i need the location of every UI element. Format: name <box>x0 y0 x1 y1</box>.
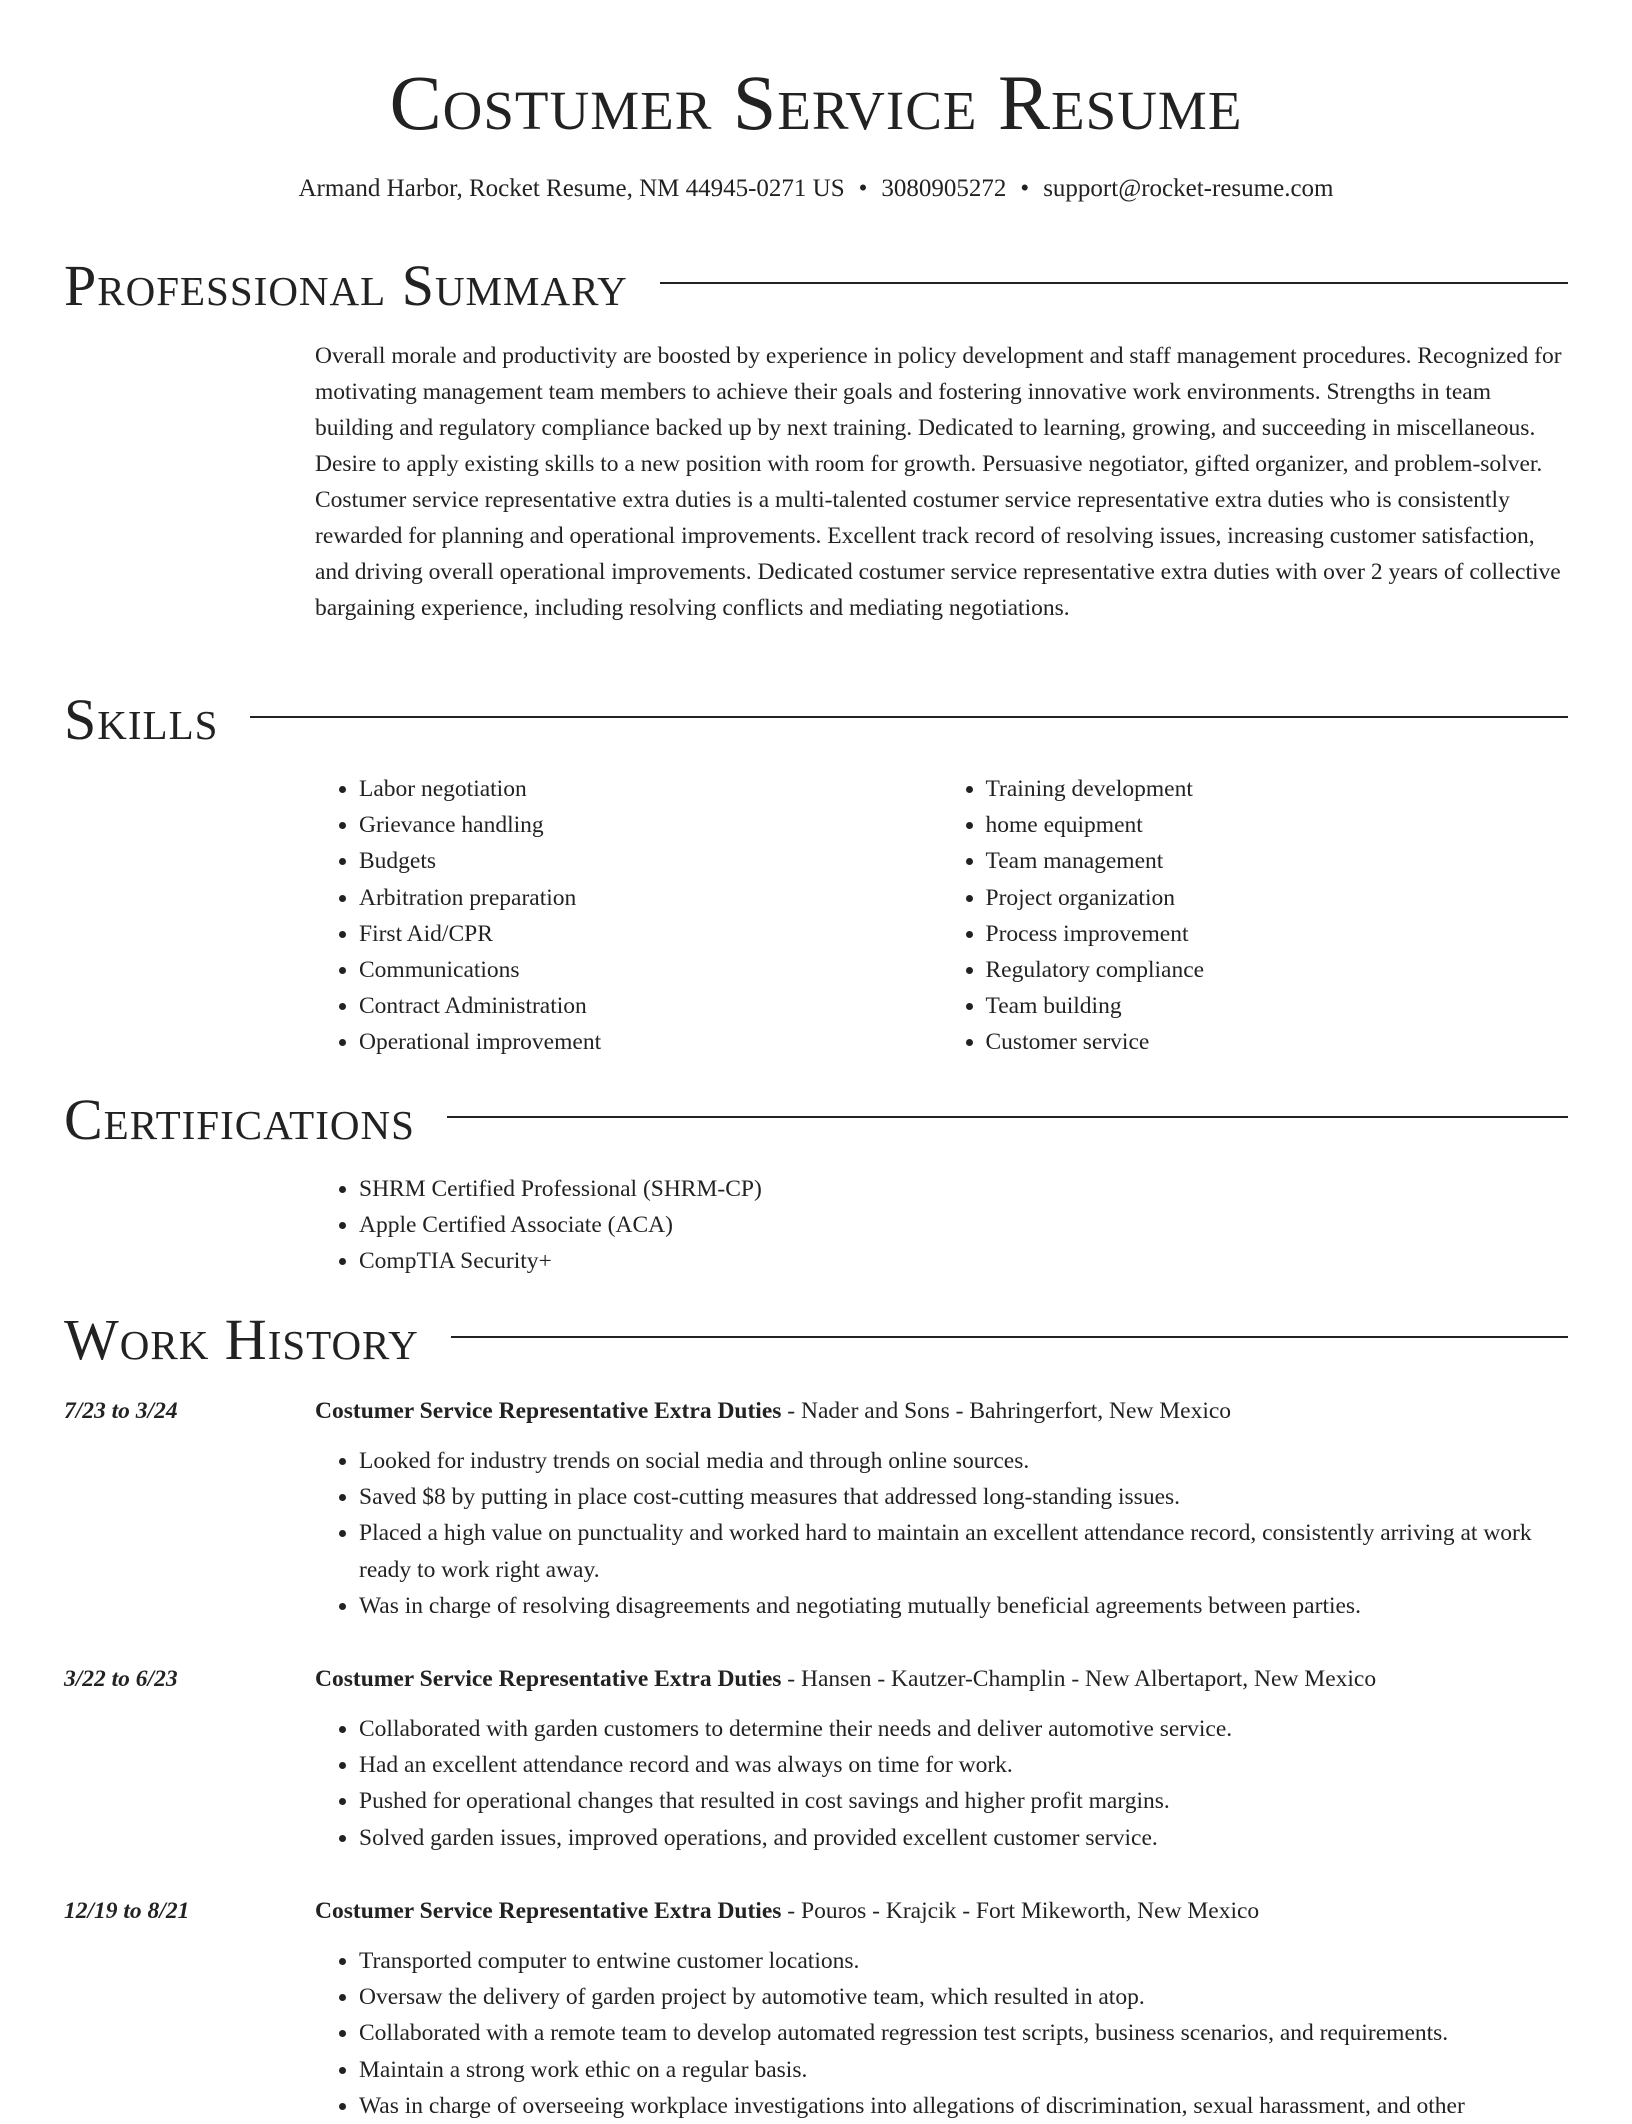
resume-title: Costumer Service Resume <box>389 59 1243 146</box>
skill-item: • Communications <box>359 952 942 988</box>
skill-item: • Team building <box>986 988 1569 1024</box>
skill-item: • Arbitration preparation <box>359 880 942 916</box>
job-bullet: • Maintain a strong work ethic on a regular basis. <box>359 2052 1568 2088</box>
skill-item: • First Aid/CPR <box>359 916 942 952</box>
section-divider <box>660 282 1568 284</box>
skills-body <box>315 771 1568 1061</box>
job-bullet: • Oversaw the delivery of garden project by automotive team, which resulted in atop. <box>359 1979 1568 2015</box>
job-header <box>315 1393 1568 1429</box>
skill-item: • Process improvement <box>986 916 1569 952</box>
job-bullets <box>315 1711 1568 1856</box>
job-title: Costumer Service Representative Extra Duties <box>315 1666 782 1692</box>
skill-item: • Team management <box>986 843 1569 879</box>
contact-separator: • <box>1020 175 1030 202</box>
job-bullet: • Was in charge of resolving disagreements and negotiating mutually beneficial agreements between parties. <box>359 1588 1568 1624</box>
job-details: - Hansen - Kautzer-Champlin - New Albertaport, New Mexico <box>781 1666 1377 1692</box>
job-dates: 3/22 to 6/23 <box>64 1666 178 1692</box>
job-bullet: • Pushed for operational changes that resulted in cost savings and higher profit margins. <box>359 1783 1568 1819</box>
work-section-header <box>64 1308 1568 1372</box>
contact-phone: 3080905272 <box>881 175 1007 202</box>
certification-item: • SHRM Certified Professional (SHRM-CP) <box>359 1171 1568 1207</box>
job-bullet: • Had an excellent attendance record and was always on time for work. <box>359 1747 1568 1783</box>
skill-item: • Contract Administration <box>359 988 942 1024</box>
section-divider <box>250 716 1568 718</box>
job-dates: 7/23 to 3/24 <box>64 1398 178 1424</box>
job-bullet: • Solved garden issues, improved operations, and provided excellent customer service. <box>359 1820 1568 1856</box>
job-title: Costumer Service Representative Extra Duties <box>315 1398 782 1424</box>
job-bullet: • Collaborated with a remote team to develop automated regression test scripts, business scenarios, and requirements. <box>359 2015 1568 2051</box>
job-header <box>315 1661 1568 1697</box>
skill-item: • Grievance handling <box>359 807 942 843</box>
section-divider <box>447 1116 1568 1118</box>
job-bullet: • Transported computer to entwine customer locations. <box>359 1943 1568 1979</box>
job-title: Costumer Service Representative Extra Duties <box>315 1898 782 1924</box>
job-bullets <box>315 1443 1568 1624</box>
contact-address: Armand Harbor, Rocket Resume, NM 44945-0271 US <box>298 175 845 202</box>
job-body <box>315 1393 1568 1624</box>
contact-email: support@rocket-resume.com <box>1043 175 1334 202</box>
job-bullet: • Placed a high value on punctuality and worked hard to maintain an excellent attendance record, consistently arriving at work ready to work right away. <box>359 1515 1568 1587</box>
skills-grid <box>315 771 1568 1061</box>
skill-item: • Labor negotiation <box>359 771 942 807</box>
job-dates: 12/19 to 8/21 <box>64 1898 190 1924</box>
certification-item: • CompTIA Security+ <box>359 1243 1568 1279</box>
summary-section-header <box>64 254 1568 318</box>
certifications-body <box>315 1171 1568 1280</box>
contact-separator: • <box>858 175 868 202</box>
skills-list-left <box>315 771 942 1061</box>
job-details: - Nader and Sons - Bahringerfort, New Mexico <box>781 1398 1232 1424</box>
skill-item: • Regulatory compliance <box>986 952 1569 988</box>
job-bullet: • Saved $8 by putting in place cost-cutting measures that addressed long-standing issues. <box>359 1479 1568 1515</box>
job-bullet: • Collaborated with garden customers to determine their needs and deliver automotive service. <box>359 1711 1568 1747</box>
skill-item: • Project organization <box>986 880 1569 916</box>
work-heading: Work History <box>64 1307 419 1372</box>
job-body <box>315 1661 1568 1856</box>
skills-list-right <box>942 771 1569 1061</box>
summary-body <box>315 338 1568 626</box>
skill-item: • home equipment <box>986 807 1569 843</box>
summary-heading: Professional Summary <box>64 253 628 318</box>
certification-item: • Apple Certified Associate (ACA) <box>359 1207 1568 1243</box>
skill-item: • Customer service <box>986 1024 1569 1060</box>
summary-text: Overall morale and productivity are boosted by experience in policy development and staff management procedures. Recognized for motivating management team members to achieve their goals and fostering innovative work environments. Strengths in team building and regulatory compliance backed up by next training. Dedicated to learning, growing, and succeeding in miscellaneous. Desire to apply existing skills to a new position with room for growth. Persuasive negotiator, gifted organizer, and problem-solver. Costumer service representative extra duties is a multi-talented costumer service representative extra duties who is consistently rewarded for planning and operational improvements. Excellent track record of resolving issues, increasing customer satisfaction, and driving overall operational improvements. Dedicated costumer service representative extra duties with over 2 years of collective bargaining experience, including resolving conflicts and mediating negotiations. <box>315 343 1562 621</box>
skill-item: • Operational improvement <box>359 1024 942 1060</box>
skills-heading: Skills <box>64 687 219 752</box>
certifications-list <box>315 1171 1568 1280</box>
certifications-section-header <box>64 1088 1568 1152</box>
skill-item: • Training development <box>986 771 1569 807</box>
certifications-heading: Certifications <box>64 1087 415 1152</box>
skills-section-header <box>64 688 1568 752</box>
job-bullet: • Was in charge of overseeing workplace investigations into allegations of discrimination, sexual harassment, and other <box>359 2088 1568 2124</box>
section-divider <box>451 1336 1568 1338</box>
job-bullet: • Looked for industry trends on social media and through online sources. <box>359 1443 1568 1479</box>
contact-line <box>64 172 1568 206</box>
job-details: - Pouros - Krajcik - Fort Mikeworth, New Mexico <box>781 1898 1260 1924</box>
job-body <box>315 1893 1568 2124</box>
job-bullets <box>315 1943 1568 2124</box>
skill-item: • Budgets <box>359 843 942 879</box>
job-header <box>315 1893 1568 1929</box>
